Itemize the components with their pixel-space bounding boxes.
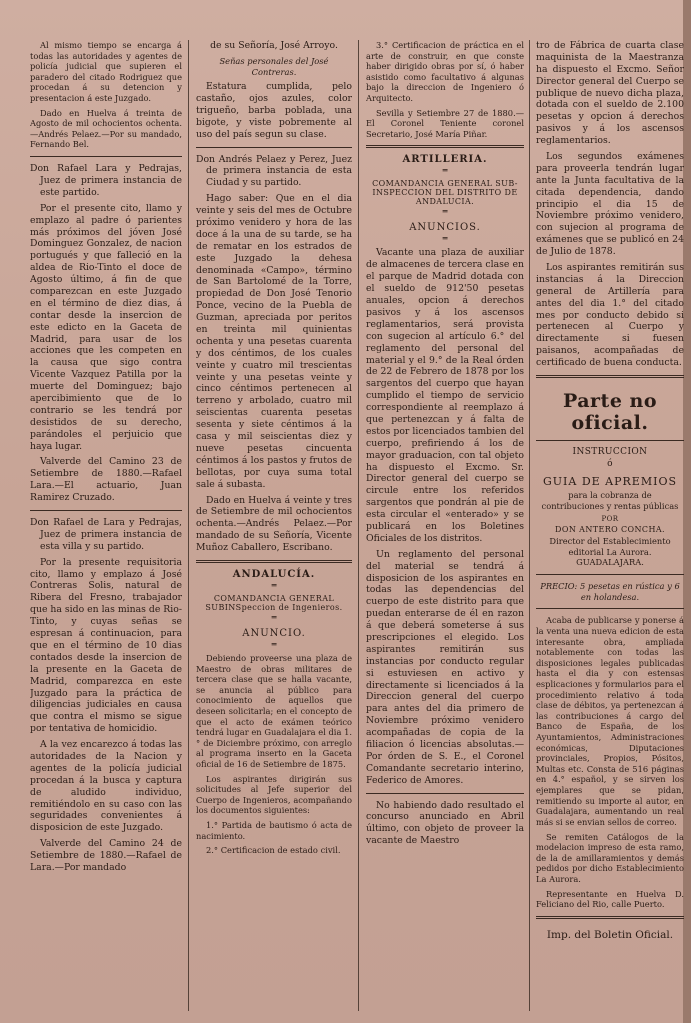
edict-heading: Don Rafael de Lara y Pedrajas, Juez de primera instancia de esta villa y su partido. [30, 517, 182, 552]
divider [30, 156, 182, 157]
edict-body: Por la presente requisitoria cito, llamo y emplazo á José Contreras Solis, natural de Ribera del Fresno, trabajador que ha sido en las minas de Rio-Tinto, y cuyas señas se espresan á continuacion, para que en el término de 10 dias contados desde la insercion de la presente en la Gaceta de Madrid, comparezca en este Juzgado para la práctica de diligencias judiciales en causa que contra el mismo se sigue por tentativa de homicidio. [30, 556, 182, 735]
book-title: GUIA DE APREMIOS [542, 475, 677, 489]
ornament: ═ [442, 166, 448, 176]
paragraph: Se remiten Catálogos de la modelacion impreso de esta ramo, de la de amillaramientos y demás pedidos por dicho Establecimiento La Aurora. [536, 831, 684, 884]
edict-heading: Don Rafael Lara y Pedrajas, Juez de primera instancia de este partido. [30, 163, 182, 198]
section-heading: ARTILLERIA. [402, 154, 488, 166]
column-3 [366, 40, 524, 1013]
book-label: INSTRUCCION [572, 447, 648, 458]
section-title: Parte no oficial. [562, 390, 658, 435]
ornament: ═ [442, 234, 448, 244]
edict-heading: Don Andrés Pelaez y Perez, Juez de primera instancia de esta Ciudad y su partido. [196, 153, 352, 189]
ornament: ═ [271, 580, 277, 590]
edict-date: Valverde del Camino 23 de Setiembre de 1880.—Rafael Lara.—El actuario, Juan Ramirez Cruzado. [30, 456, 182, 504]
divider [536, 375, 684, 378]
paragraph: Dado en Huelva á treinta de Agosto de mil ochocientos ochenta.—Andrés Pelaez.—Por su mandado, Fernando Bel. [30, 107, 182, 150]
column-1 [30, 40, 182, 1013]
edict-date: Valverde del Camino 24 de Setiembre de 1880.—Rafael de Lara.—Por mandado [30, 838, 182, 873]
divider [536, 574, 684, 575]
edict-date: Dado en Huelva á veinte y tres de Setiembre de mil ochocientos ochenta.—Andrés Pelaez.—Por mandado de su Señoría, Vicente Muñoz Caballero, Escribano. [196, 494, 352, 554]
paragraph: Vacante una plaza de auxiliar de almacenes de tercera clase en el parque de Madrid dotada con el sueldo de 912'50 pesetas anuales, opcion á derechos pasivos y á los ascensos reglamentarios, será provista con sugecion al artículo 6.° del reglamento del personal del material y el 9.° de la Real órden de 22 de Febrero de 1878 por los sargentos del cuerpo que hayan cumplido el tiempo de servicio correspondiente al reemplazo á que pertenezcan y á falta de estos por licenciados tambien del cuerpo, prefiriendo á los de mayor graduacion, con tal objeto ha dispuesto el Excmo. Sr. Director general del cuerpo se circule entre los referidos sargentos que pondrán al pie de esta circular el «enterado» y se publicará en los Boletines Oficiales de los distritos. [366, 247, 524, 544]
book-subtitle: para la cobranza de contribuciones y rentas públicas [541, 490, 679, 511]
paragraph: Los segundos exámenes para proveerla tendrán lugar ante la Junta facultativa de la citada dependencia, dando principio el dia 15 de Noviembre próximo venidero, con sujecion al programa de exámenes que se publicó en 24 de Julio de 1878. [536, 151, 684, 258]
paragraph: Representante en Huelva D. Feliciano del Rio, calle Puerto. [536, 888, 684, 910]
ornament: ═ [271, 612, 277, 622]
section-heading: ANDALUCÍA. [232, 568, 316, 580]
subheading: Señas personales del José Contreras. [219, 55, 329, 77]
paragraph: Los aspirantes dirigirán sus solicitudes al Jefe superior del Cuerpo de Ingenieros, acompañando los documentos siguientes: [196, 773, 352, 816]
divider [536, 608, 684, 609]
divider [196, 147, 352, 148]
paragraph: Un reglamento del personal del material se tendrá á disposicion de los aspirantes en todas las dependencias del cuerpo de este distrito para que puedan enterarse de él en razon á que deberá someterse á sus prescripciones el elegido. Los aspirantes remitirán sus instancias por conducto regular si estuviesen en activo y directamente si licenciados á la Direccion general del cuerpo para antes del dia primero de Noviembre próximo venidero acompañadas de copia de la filiacion ó licencias absolutas.—Por órden de S. E., el Coronel Comandante secretario interino, Federico de Amores. [366, 548, 524, 786]
paragraph: No habiendo dado resultado el concurso anunciado en Abril último, con objeto de proveer la vacante de Maestro [366, 799, 524, 847]
paragraph: Al mismo tiempo se encarga á todas las autoridades y agentes de policía judicial que supieren el paradero del citado Rodriguez que procedan á su detencion y presentacion á este Juzgado. [30, 40, 182, 104]
divider [196, 560, 352, 563]
ornament: ═ [442, 207, 448, 217]
divider [536, 916, 684, 919]
divider [366, 793, 524, 794]
list-item: 3.° Certificacion de práctica en el arte de construir, en que conste haber dirigido obras por sí, ó haber asistido como facultativo á algunas bajo la direccion de Ingeniero ó Arquitecto. [366, 40, 524, 104]
list-item: 1.° Partida de bautismo ó acta de nacimiento. [196, 820, 352, 841]
paragraph: Debiendo proveerse una plaza de Maestro de obras militares de tercera clase que se halla vacante, se anuncia al público para conocimiento de aquellos que deseen solicitarla; en el concepto de que el acto de exámen teórico tendrá lugar en Guadalajara el dia 1.° de Diciembre próximo, con arreglo al programa inserto en la Gaceta oficial de 16 de Setiembre de 1875. [196, 652, 352, 770]
divider [30, 510, 182, 511]
edict-body: Por el presente cito, llamo y emplazo al padre ó parientes más próximos del jóven José Dominguez Gonzalez, de nacion portugués y que falleció en la aldea de Rio-Tinto el doce de Agosto último, á fin de que comparezcan en este Juzgado en el término de diez dias, á contar desde la insercion de este edicto en la Gaceta de Madrid, para usar de los acciones que les competen en la causa que sigo contra Vicente Vazquez Patilla por la muerte del Dominguez; bajo apercibimiento que de lo contrario se les tendrá por desistidos de su derecho, parándoles el perjuicio que haya lugar. [30, 202, 182, 452]
signature-line: de su Señoría, José Arroyo. [210, 40, 338, 51]
divider [536, 440, 684, 441]
paragraph: Estatura cumplida, pelo castaño, ojos azules, color trigueño, barba poblada, una bigote, y viste pobremente al uso del país segun su clase. [196, 81, 352, 140]
book-author-description: Director del Establecimiento editorial La Aurora. GUADALAJARA. [549, 536, 671, 568]
book-label: POR [601, 515, 619, 524]
column-2 [196, 40, 352, 1013]
paragraph: Los aspirantes remitirán sus instancias á la Direccion general de Artillería para antes del dia 1.° del citado mes por conducto debido si pertenecen al Cuerpo y directamente si fuesen paisanos, acompañadas de certificado de buena conducta. [536, 262, 684, 369]
announcement-title: ANUNCIOS. [409, 222, 481, 234]
divider [366, 145, 524, 148]
edict-body: Hago saber: Que en el dia veinte y seis del mes de Octubre próximo venidero y hora de las doce á la una de su tarde, se ha de rematar en los estrados de este Juzgado la dehesa denominada «Campo», término de San Bartolomé de la Torre, propiedad de Don José Tenorio Ponce, vecino de la Puebla de Guzman, apreciada por peritos en treinta mil quinientas ochenta y una pesetas cuarenta y dos céntimos, de los cuales veinte y cuatro mil trescientas veinte y una pesetas veinte y cinco céntimos pertenecen al terreno y arbolado, cuatro mil seiscientas cuarenta pesetas sesenta y siete céntimos á la casa y mil seiscientas diez y nueve pesetas cincuenta céntimos á los pastos y frutos de bellotas, por cuya suma total sale á subasta. [196, 193, 352, 490]
book-label: ó [607, 459, 613, 470]
edict-body: A la vez encarezco á todas las autoridades de la Nacion y agentes de la policía judicial procedan á la busca y captura de aludido individuo, remitiéndolo en su caso con las seguridades convenientes á disposicion de este Juzgado. [30, 739, 182, 834]
section-subheading: COMANDANCIA GENERAL SUBINSpeccion de Ingenieros. [205, 593, 343, 612]
column-rule [188, 40, 189, 1011]
column-4 [536, 40, 684, 1013]
paragraph: tro de Fábrica de cuarta clase maquinista de la Maestranza ha dispuesto el Excmo. Señor Director general del Cuerpo se publique de nuevo dicha plaza, dotada con el sueldo de 2.100 pesetas y opcion á derechos pasivos y á los ascensos reglamentarios. [536, 40, 684, 147]
book-author: DON ANTERO CONCHA. [555, 525, 665, 535]
paragraph: Acaba de publicarse y ponerse á la venta una nueva edicion de esta interesante obra, ampliada notablemente con todas las disposiciones legales publicadas hasta el dia y con estensas esplicaciones y formularios para el procedimiento relativo á toda clase de débitos, ya pertenezcan á las contribuciones á cargo del Banco de España, de los Ayuntamientos, Administraciones económicas, Diputaciones provinciales, Propios, Pósitos, Multas etc. Consta de 516 páginas en 4.° español, y se sirven los ejemplares que se pidan, remitiendo su importe al autor, en Guadalajara, aumentando un real más si se envian sellos de correo. [536, 615, 684, 827]
paragraph: Sevilla y Setiembre 27 de 1880.—El Coronel Teniente coronel Secretario, José María Piñar. [366, 107, 524, 139]
column-rule [358, 40, 359, 1011]
section-subheading: COMANDANCIA GENERAL SUB-INSPECCION DEL DISTRITO DE ANDALUCIA. [372, 179, 518, 207]
ornament: ═ [271, 639, 277, 649]
announcement-title: ANUNCIO. [242, 627, 306, 639]
list-item: 2.° Certificacion de estado civil. [206, 845, 341, 856]
column-rule [529, 40, 530, 1011]
printer-imprint: Imp. del Boletin Oficial. [546, 928, 674, 941]
price: PRECIO: 5 pesetas en rústica y 6 en holandesa. [540, 581, 680, 602]
page-edge [683, 0, 691, 1023]
